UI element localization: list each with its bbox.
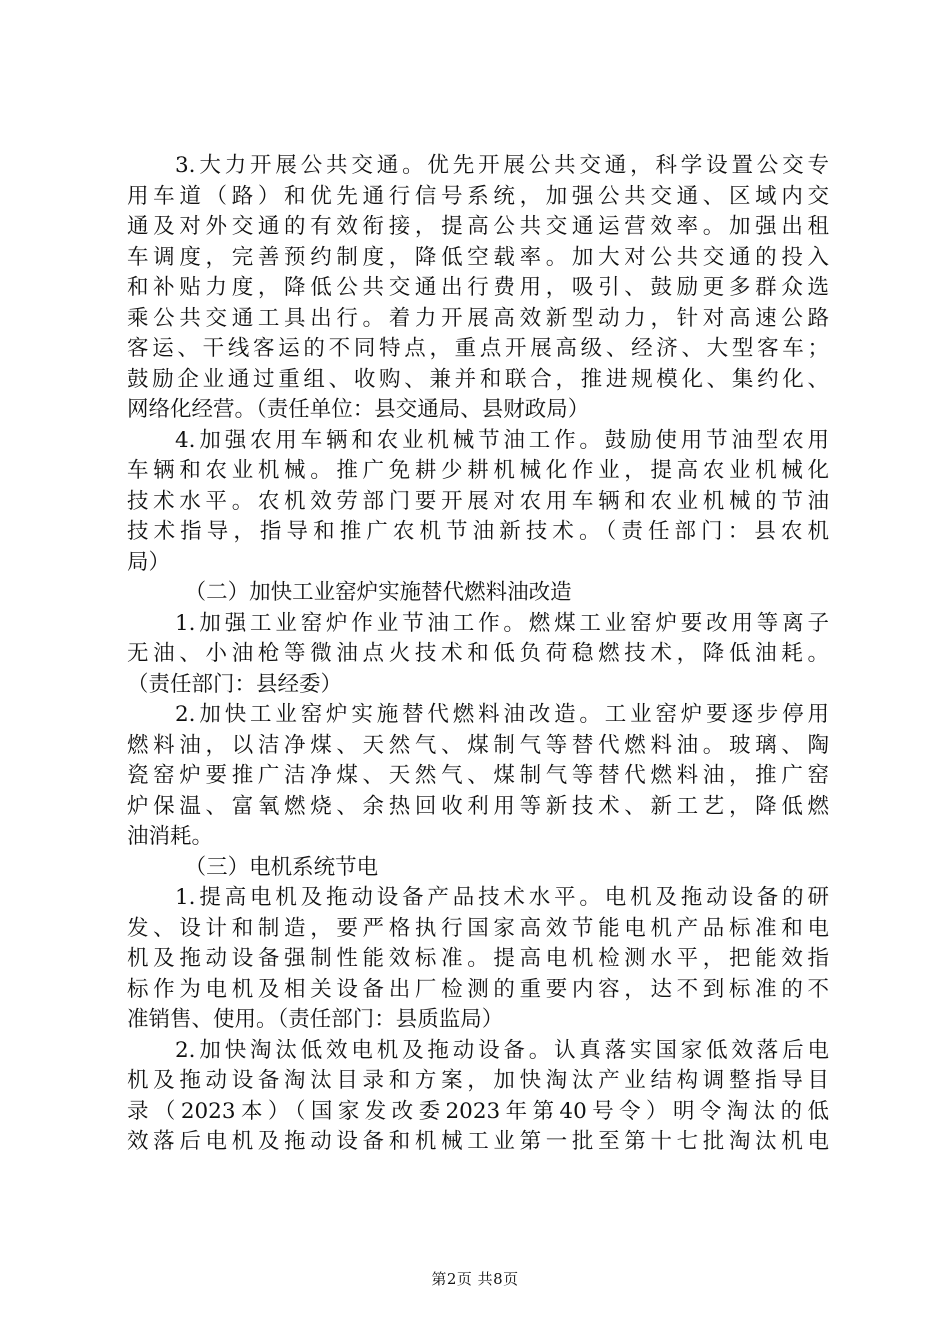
page-footer: 第2页 共8页 <box>431 1270 519 1288</box>
text-line: （责任部门：县经委） <box>127 671 343 697</box>
text-line: 效落后电机及拖动设备和机械工业第一批至第十七批淘汰机电 <box>127 1129 829 1154</box>
text-line: 2.加快淘汰低效电机及拖动设备。认真落实国家低效落后电 <box>175 1037 829 1063</box>
text-line: 油消耗。 <box>127 824 214 849</box>
text-line: 标作为电机及相关设备出厂检测的重要内容，达不到标准的不 <box>127 976 829 1002</box>
text-line: 技术水平。农机效劳部门要开展对农用车辆和农业机械的节油 <box>127 488 829 514</box>
text-line: 3.大力开展公共交通。优先开展公共交通，科学设置公交专 <box>175 153 829 178</box>
text-line: 网络化经营。（责任单位：县交通局、县财政局） <box>127 397 590 422</box>
text-line: 机及拖动设备强制性能效标准。提高电机检测水平，把能效指 <box>127 946 829 971</box>
text-line: 客运、干线客运的不同特点，重点开展高级、经济、大型客车； <box>127 336 829 361</box>
text-line: 1.加强工业窑炉作业节油工作。燃煤工业窑炉要改用等离子 <box>175 610 829 636</box>
text-line: 车调度，完善预约制度，降低空载率。加大对公共交通的投入 <box>127 244 829 270</box>
text-line: 准销售、使用。（责任部门：县质监局） <box>127 1007 504 1032</box>
text-line: （三）电机系统节电 <box>184 854 379 880</box>
text-line: 无油、小油枪等微油点火技术和低负荷稳燃技术，降低油耗。 <box>127 641 829 666</box>
text-line: 和补贴力度，降低公共交通出行费用，吸引、鼓励更多群众选 <box>127 275 829 300</box>
text-line: 车辆和农业机械。推广免耕少耕机械化作业，提高农业机械化 <box>127 458 829 483</box>
text-line: 技术指导，指导和推广农机节油新技术。（责任部门：县农机 <box>127 519 829 544</box>
text-line: 1.提高电机及拖动设备产品技术水平。电机及拖动设备的研 <box>175 885 829 910</box>
text-line: 瓷窑炉要推广洁净煤、天然气、煤制气等替代燃料油，推广窑 <box>127 763 829 788</box>
text-line: 发、设计和制造，要严格执行国家高效节能电机产品标准和电 <box>127 915 829 941</box>
text-line: 用车道（路）和优先通行信号系统，加强公共交通、区域内交 <box>127 183 829 209</box>
text-line: 4.加强农用车辆和农业机械节油工作。鼓励使用节油型农用 <box>175 427 829 453</box>
text-line: 局） <box>127 549 171 575</box>
text-line: 鼓励企业通过重组、收购、兼并和联合，推进规模化、集约化、 <box>127 366 829 392</box>
text-line: 乘公共交通工具出行。着力开展高效新型动力，针对高速公路 <box>127 305 829 331</box>
text-line: 燃料油，以洁净煤、天然气、煤制气等替代燃料油。玻璃、陶 <box>127 732 829 758</box>
text-line: 炉保温、富氧燃烧、余热回收利用等新技术、新工艺，降低燃 <box>127 793 829 819</box>
text-line: 机及拖动设备淘汰目录和方案，加快淘汰产业结构调整指导目 <box>127 1068 829 1093</box>
text-line: 通及对外交通的有效衔接，提高公共交通运营效率。加强出租 <box>127 214 829 239</box>
text-line: 录（2023本）（国家发改委2023年第40号令）明令淘汰的低 <box>127 1098 829 1124</box>
text-line: （二）加快工业窑炉实施替代燃料油改造 <box>184 580 572 605</box>
text-line: 2.加快工业窑炉实施替代燃料油改造。工业窑炉要逐步停用 <box>175 702 829 727</box>
document-body <box>127 151 829 1158</box>
